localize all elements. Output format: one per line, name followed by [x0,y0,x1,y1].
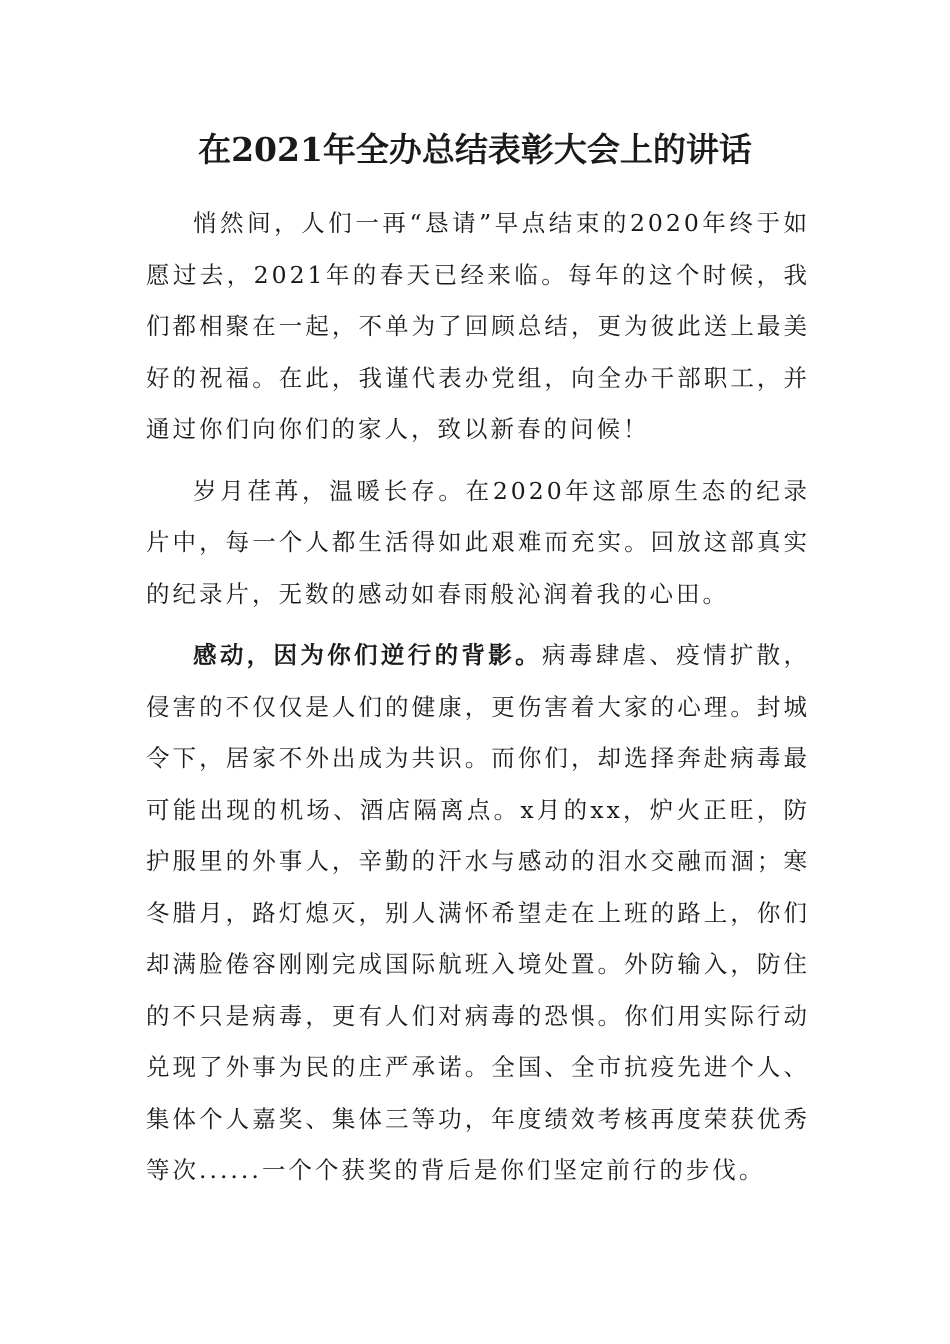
paragraph-3 [146,630,810,1197]
paragraph-lead: 感动，因为你们逆行的背影。 [193,641,542,669]
document-title: 在2021年全办总结表彰大会上的讲话 [198,130,752,169]
paragraph-text: 病毒肆虐、疫情扩散，侵害的不仅仅是人们的健康，更伤害着大家的心理。封城令下，居家不外出成为共识。而你们，却选择奔赴病毒最可能出现的机场、酒店隔离点。x月的xx，炉火正旺，防护服里的外事人，辛勤的汗水与感动的泪水交融而涸；寒冬腊月，路灯熄灭，别人满怀希望走在上班的路上，你们却满脸倦容刚刚完成国际航班入境处置。外防输入，防住的不只是病毒，更有人们对病毒的恐惧。你们用实际行动兑现了外事为民的庄严承诺。全国、全市抗疫先进个人、集体个人嘉奖、集体三等功，年度绩效考核再度荣获优秀等次......一个个获奖的背后是你们坚定前行的步伐。 [146,641,811,1184]
paragraph-text: 岁月荏苒，温暖长存。在2020年这部原生态的纪录片中，每一个人都生活得如此艰难而充实。回放这部真实的纪录片，无数的感动如春雨般沁润着我的心田。 [146,476,810,608]
paragraph-text: 悄然间，人们一再“恳请”早点结束的2020年终于如愿过去，2021年的春天已经来临。每年的这个时候，我们都相聚在一起，不单为了回顾总结，更为彼此送上最美好的祝福。在此，我谨代表办党组，向全办干部职工，并通过你们向你们的家人，致以新春的问候！ [146,209,810,443]
paragraph-1 [146,198,810,456]
paragraph-2 [146,466,810,621]
document-body [146,198,810,1207]
